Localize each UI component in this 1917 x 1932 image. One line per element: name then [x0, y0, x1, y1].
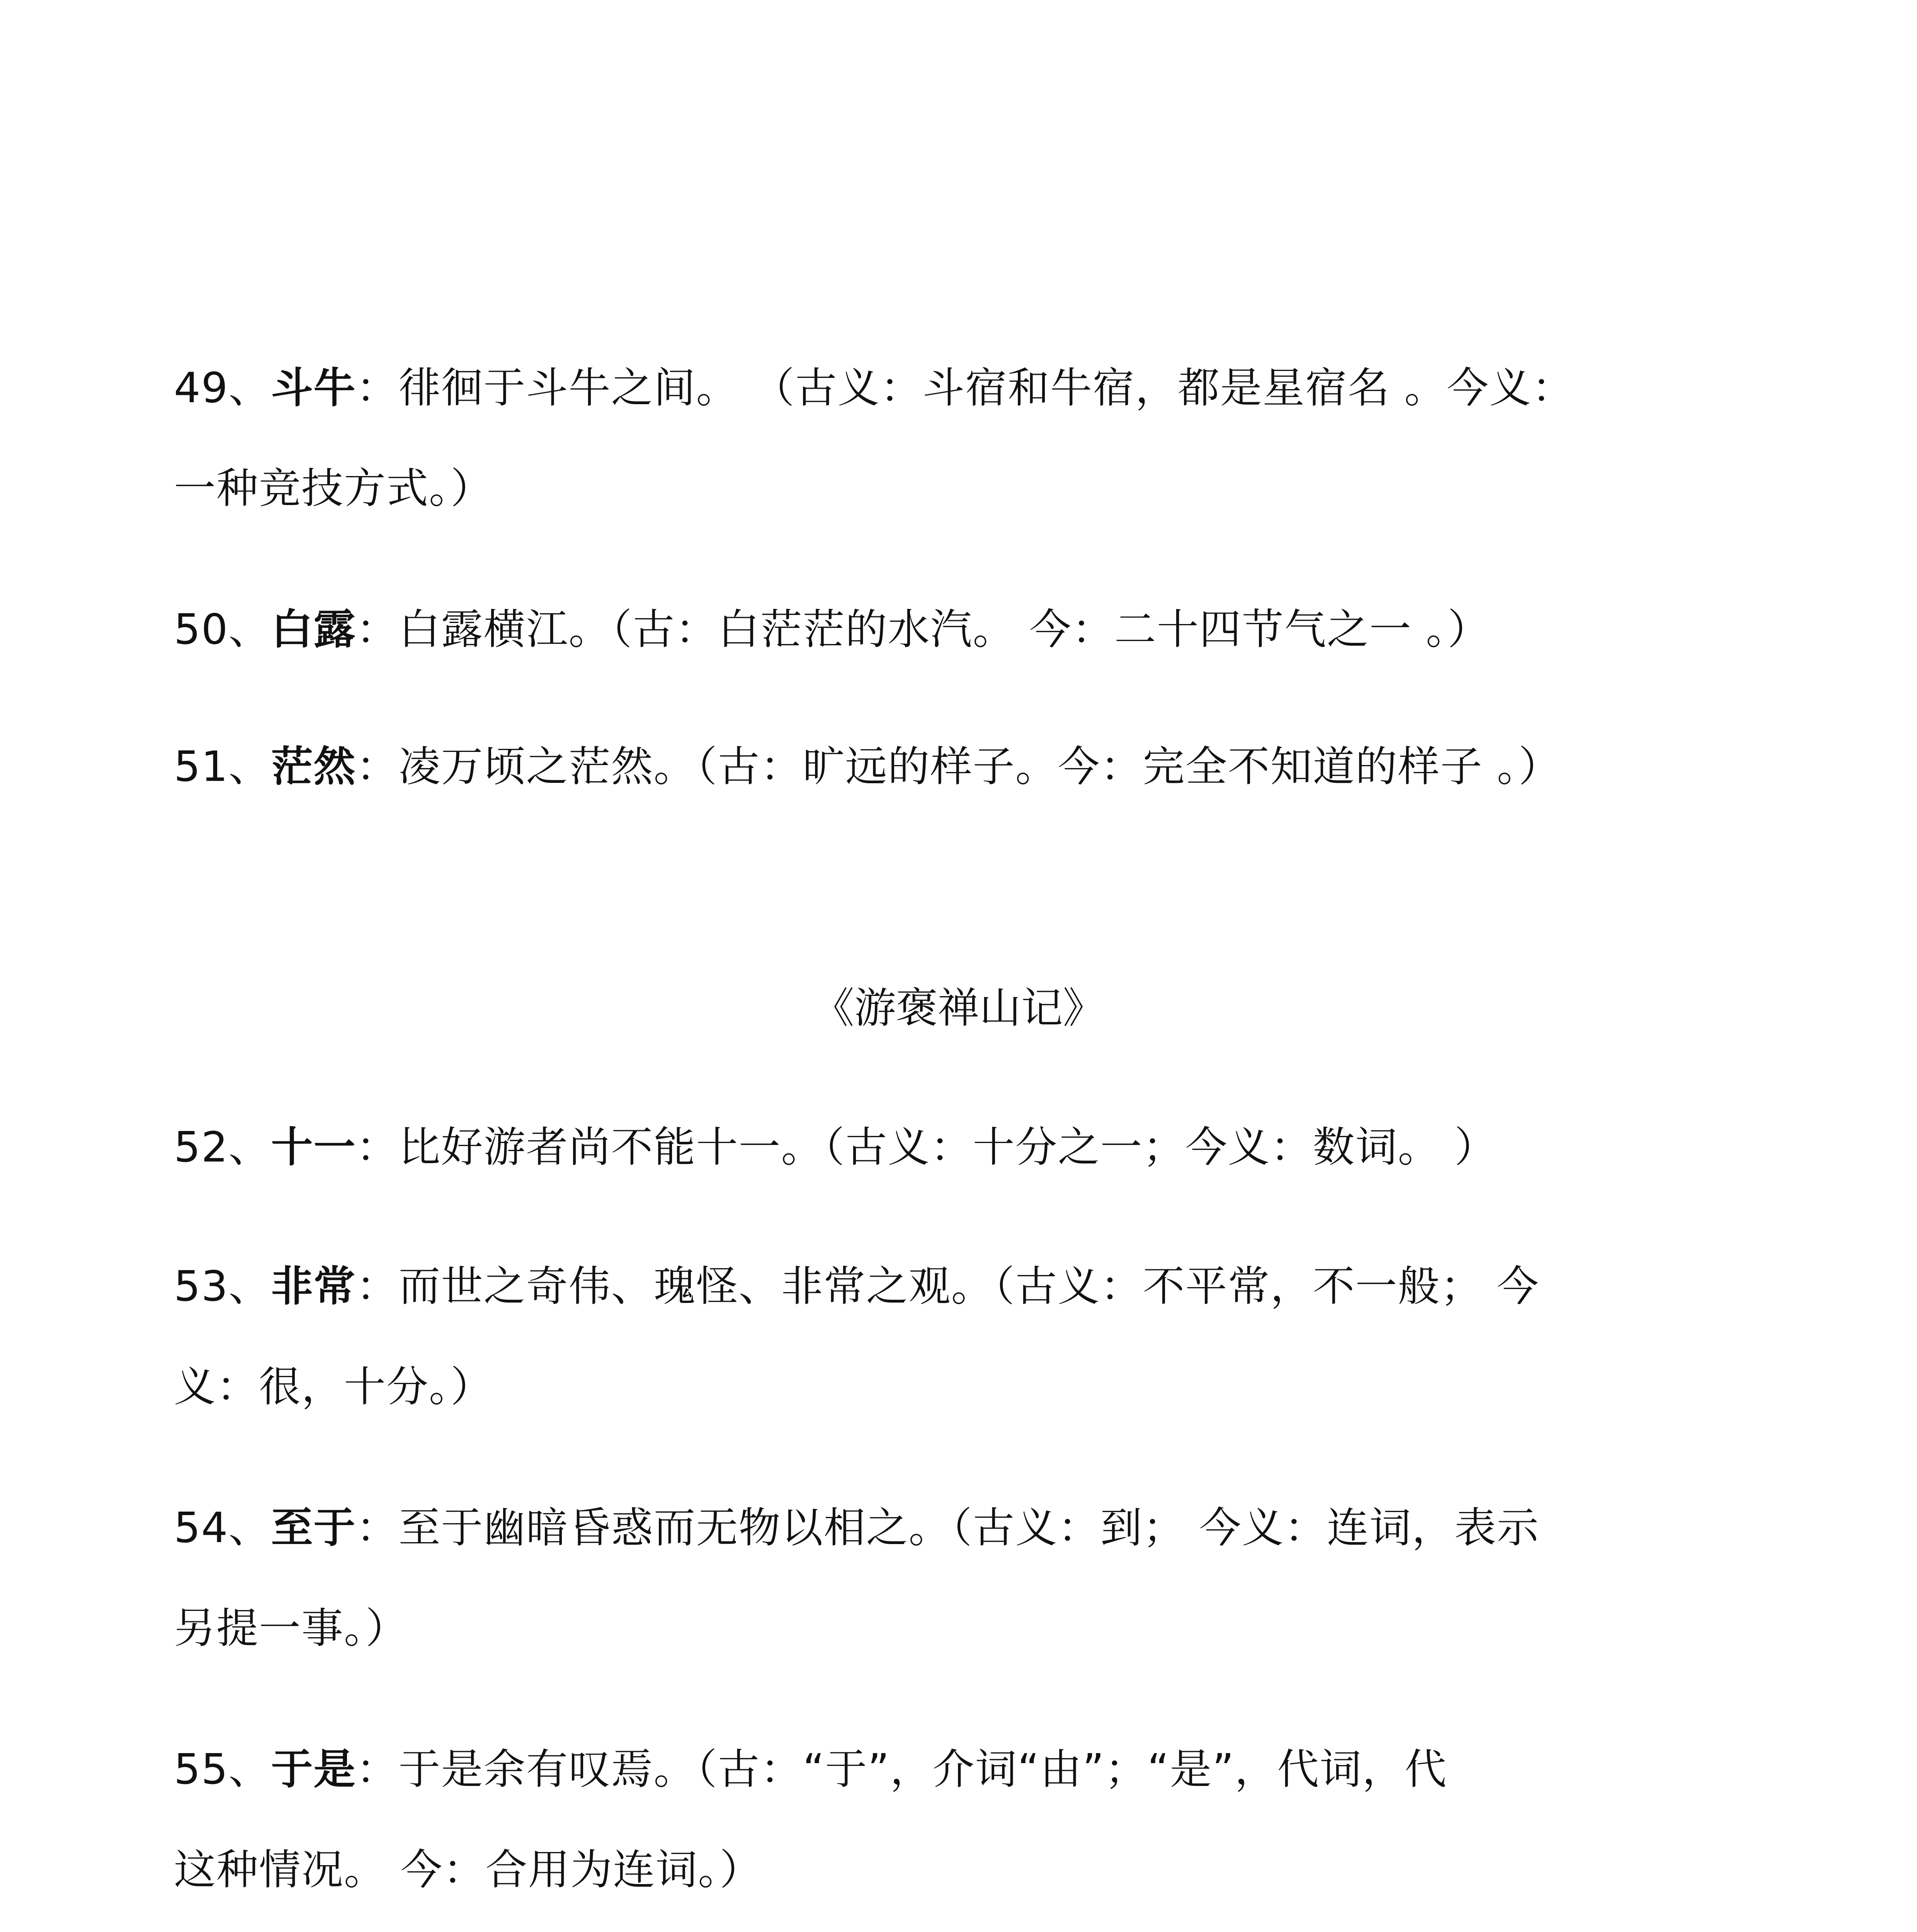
entry-number: 51、 [174, 743, 271, 791]
entry-term: 十一 [271, 1123, 356, 1172]
entry-text: ：徘徊于斗牛之间。 （古义：斗宿和牛宿，都是星宿名 。今义： [356, 364, 1575, 412]
entry-term: 茫然 [271, 743, 356, 791]
entry-54-line-2: 另提一事。） [174, 1604, 408, 1653]
entry-55-line-1 [174, 1745, 1758, 1795]
entry-number: 50、 [174, 605, 271, 654]
entry-51-line-1 [174, 742, 1758, 792]
entry-54-line-1 [174, 1503, 1758, 1553]
entry-49-line-1 [174, 363, 1758, 413]
entry-term: 至于 [271, 1504, 356, 1552]
entry-number: 53、 [174, 1262, 271, 1311]
entry-number: 49、 [174, 364, 271, 412]
entry-term: 于是 [271, 1745, 356, 1794]
entry-text: ：凌万顷之茫然。（古：旷远的样子。今：完全不知道的样子 。） [356, 743, 1561, 791]
entry-53-line-1 [174, 1262, 1758, 1312]
entry-text: ：至于幽暗昏惑而无物以相之。（古义：到； 今义：连词，表示 [356, 1504, 1539, 1552]
entry-text: ：白露横江。（古：白茫茫的水汽。 今：二十四节气之一 。） [356, 605, 1490, 654]
entry-number: 54、 [174, 1504, 271, 1552]
entry-number: 55、 [174, 1745, 271, 1794]
entry-text: ：而世之奇伟、瑰怪、非常之观。（古义：不平常，不一般； 今 [356, 1262, 1539, 1311]
entry-number: 52、 [174, 1123, 271, 1172]
entry-53-line-2: 义：很，十分。） [174, 1363, 493, 1411]
entry-term: 非常 [271, 1262, 356, 1311]
entry-text: ：于是余有叹焉。（古：“于”，介词“由”；“是”，代词，代 [356, 1745, 1448, 1794]
entry-text: ：比好游者尚不能十一。（古义：十分之一；今义：数词。 ） [356, 1123, 1497, 1172]
entry-term: 白露 [271, 605, 356, 654]
entry-49-line-2: 一种竞技方式。） [174, 464, 493, 513]
entry-55-line-2: 这种情况。 今：合用为连词。） [174, 1846, 762, 1894]
entry-50-line-1 [174, 605, 1758, 655]
section-title: 《游褒禅山记》 [812, 984, 1105, 1032]
entry-term: 斗牛 [271, 364, 356, 412]
entry-52-line-1 [174, 1122, 1758, 1173]
